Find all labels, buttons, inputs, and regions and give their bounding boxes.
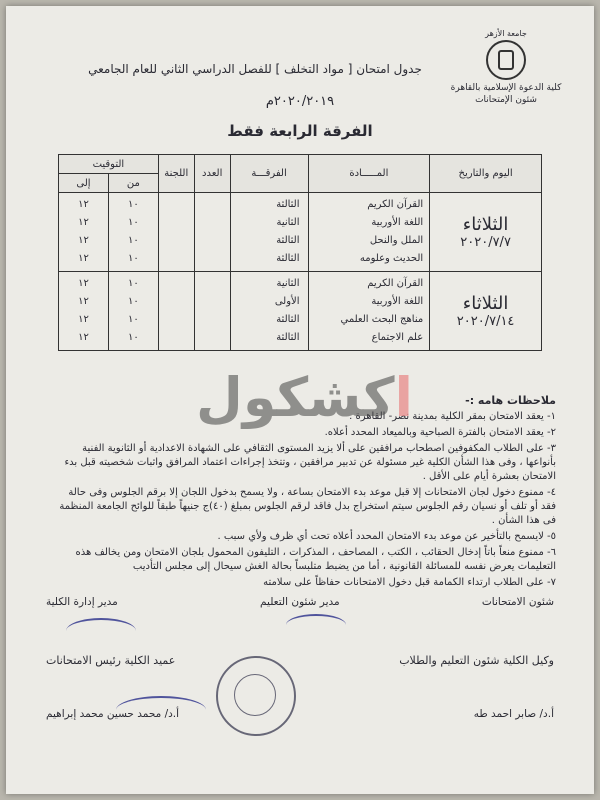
grade-item: الثالثة: [276, 314, 300, 325]
watermark-accent: ا: [394, 366, 413, 429]
vice-dean-title: وكيل الكلية شئون التعليم والطلاب: [399, 654, 554, 667]
watermark-logo: [196, 366, 413, 429]
subject-item: الملل والنحل: [369, 235, 424, 246]
grade-item: الثالثة: [276, 199, 300, 210]
note-item: ٦- ممنوع منعاً باتاً إدخال الحقائب ، الكتب ، المصاحف ، المذكرات ، التليفون المحمول بلجان الامتحان ومن يخالف هذه التعليمات يعرض نفسه للمسائلة القانونية ، أما من يضبط متلبساً بحالة الغش سيحال إلى مجلس التأديب: [75, 547, 556, 572]
note-item: ٥- لايسمح بالتأخير عن موعد بدء الامتحان المحدد أعلاه تحت أي ظرف ولأي سبب .: [217, 531, 556, 542]
grade-item: الثانية: [276, 278, 300, 289]
signature-admin: مدير إدارة الكلية: [46, 596, 118, 608]
from-item: ١٠: [127, 278, 139, 289]
to-item: ١٢: [78, 217, 89, 228]
from-item: ١٠: [127, 199, 139, 210]
grade-item: الثالثة: [276, 235, 300, 246]
header-committee: اللجنة: [158, 155, 194, 193]
header-count: العدد: [194, 155, 230, 193]
university-logo: [446, 28, 566, 106]
logo-top-text: جامعة الأزهر: [485, 29, 527, 38]
to-item: ١٢: [78, 332, 89, 343]
from-cell: [108, 272, 158, 351]
official-stamp: [216, 656, 296, 736]
handwritten-signature: [66, 618, 136, 644]
subject-item: الحديث وعلومه: [359, 253, 424, 264]
note-item: ١- يعقد الامتحان بمقر الكلية بمدينة نصر- القاهرة .: [349, 411, 556, 422]
grades-cell: [230, 193, 308, 272]
to-item: ١٢: [78, 235, 89, 246]
to-item: ١٢: [78, 278, 89, 289]
signature-exams: شئون الامتحانات: [481, 596, 554, 608]
grades-cell: [230, 272, 308, 351]
day-date-cell: [430, 193, 542, 272]
header-timing: التوقيت: [59, 155, 159, 174]
from-item: ١٠: [127, 332, 139, 343]
note-item: ٢- يعقد الامتحان بالفترة الصباحية وبالميعاد المحدد أعلاه.: [324, 427, 556, 438]
from-item: ١٠: [127, 296, 139, 307]
grade-item: الثانية: [276, 217, 300, 228]
note-item: ٣- على الطلاب المكفوفين اصطحاب مرافقين على ألا يزيد المستوى الثقافي على الشهادة الاعدادية أو الثانوية الفنية بأنواعها ، وفى هذا الشأن الكلية غير مسئولة عن تدبير مرافقين ، وتتخذ إجراءات اعتماد المرافق واثبات شخصيته قبل بدء الامتحان بعشرة أيام على الأقل .: [64, 443, 556, 482]
subject-item: مناهج البحث العلمي: [340, 314, 424, 325]
date-label: ٢٠٢٠/٧/٧: [460, 235, 511, 250]
committee-cell: [158, 272, 194, 351]
from-cell: [108, 193, 158, 272]
to-item: ١٢: [78, 253, 89, 264]
day-label: الثلاثاء: [462, 214, 509, 235]
signature-row-top: [46, 596, 554, 608]
subject-item: علم الاجتماع: [371, 332, 424, 343]
handwritten-signature: [286, 614, 346, 636]
day-label: الثلاثاء: [462, 293, 509, 314]
document-page: [6, 6, 594, 794]
from-item: ١٠: [127, 235, 139, 246]
from-item: ١٠: [127, 217, 139, 228]
watermark-text: كشكول: [196, 366, 395, 429]
emblem-icon: [486, 40, 526, 80]
to-item: ١٢: [78, 314, 89, 325]
dean-name: أ.د/ محمد حسين محمد إبراهيم: [46, 708, 180, 720]
logo-line-1: كلية الدعوة الإسلامية بالقاهرة: [450, 83, 562, 93]
header-day-date: اليوم والتاريخ: [430, 155, 542, 193]
grade-item: الثالثة: [276, 332, 300, 343]
signature-education: مدير شئون التعليم: [260, 596, 340, 608]
vice-dean-name: أ.د/ صابر احمد طه: [473, 708, 554, 720]
header-from: من: [108, 174, 158, 193]
logo-line-2: شئون الإمتحانات: [475, 95, 537, 105]
day-date-cell: [430, 272, 542, 351]
signature-row-bottom: [46, 654, 554, 667]
count-cell: [194, 272, 230, 351]
header-grade: الفرقـــة: [230, 155, 308, 193]
academic-year: ٢٠٢٠/٢٠١٩م: [265, 94, 335, 109]
notes-heading: ملاحظات هامه :-: [465, 394, 556, 407]
to-item: ١٢: [78, 296, 89, 307]
document-title: جدول امتحان [ مواد التخلف ] للفصل الدراسي الثاني للعام الجامعي: [88, 62, 422, 76]
to-cell: [59, 272, 109, 351]
section-title: الفرقة الرابعة فقط: [227, 122, 373, 140]
from-item: ١٠: [127, 253, 139, 264]
subjects-cell: [308, 193, 430, 272]
exam-schedule-table: [58, 154, 542, 351]
date-label: ٢٠٢٠/٧/١٤: [456, 314, 515, 329]
subject-item: القرآن الكريم: [367, 278, 424, 289]
subject-item: اللغة الأوربية: [371, 296, 424, 307]
to-cell: [59, 193, 109, 272]
subject-item: القرآن الكريم: [367, 199, 424, 210]
note-item: ٧- على الطلاب ارتداء الكمامة قبل دخول الامتحانات حفاظاً على سلامته: [263, 577, 556, 588]
header-to: إلى: [59, 174, 109, 193]
grade-item: الأولى: [274, 296, 300, 307]
header-subject: المـــــادة: [308, 155, 430, 193]
count-cell: [194, 193, 230, 272]
grade-item: الثالثة: [276, 253, 300, 264]
signatory-names: [46, 708, 554, 720]
to-item: ١٢: [78, 199, 89, 210]
dean-title: عميد الكلية رئيس الامتحانات: [46, 654, 176, 667]
subject-item: اللغة الأوربية: [371, 217, 424, 228]
from-item: ١٠: [127, 314, 139, 325]
table-row: [59, 193, 542, 272]
subjects-cell: [308, 272, 430, 351]
note-item: ٤- ممنوع دخول لجان الامتحانات إلا قبل موعد بدء الامتحان بساعة ، ولا يسمح بدخول اللجان إلا برقم الجلوس وفى حالة فقد أو تلف أو نسيان رقم الجلوس سيتم استخراج بدل فاقد لرقم الجلوس بمبلغ (٤٠)ج جنيهاً طبقاً للوائح الجامعة المنظمة فى هذا الشأن .: [59, 487, 556, 526]
committee-cell: [158, 193, 194, 272]
table-row: [59, 272, 542, 351]
